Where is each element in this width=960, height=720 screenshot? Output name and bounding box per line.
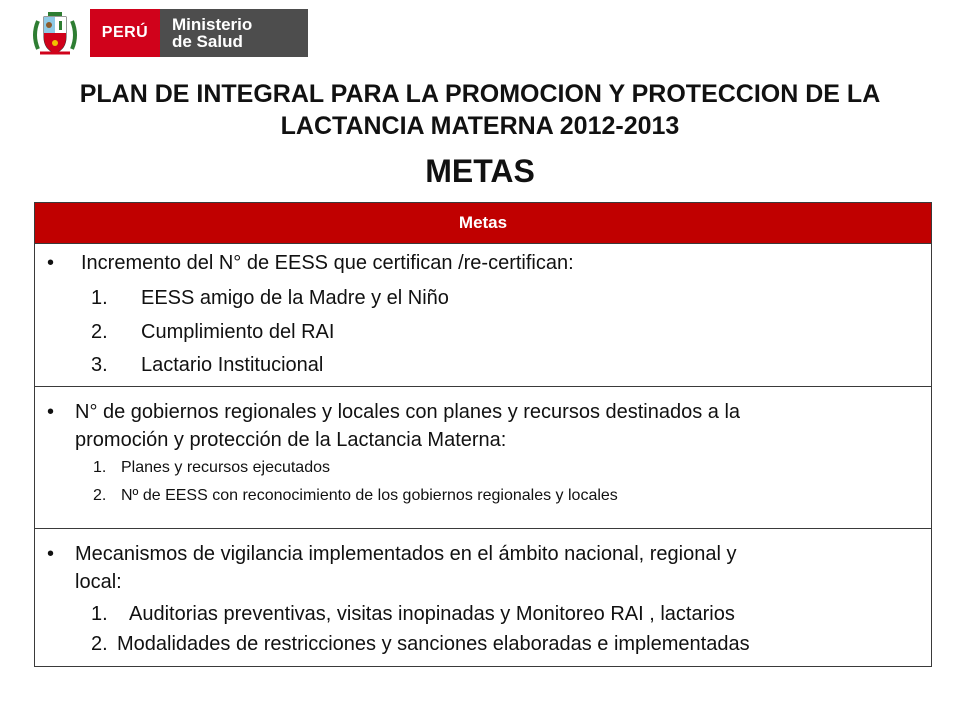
table-header: Metas xyxy=(35,203,931,244)
title-line-1: PLAN DE INTEGRAL PARA LA PROMOCION Y PROTECCION DE LA xyxy=(79,80,881,108)
ministry-name-line2: de Salud xyxy=(172,32,243,51)
list-number: 2. xyxy=(91,321,108,343)
ministry-label-box xyxy=(160,9,308,57)
list-number: 3. xyxy=(91,354,108,376)
list-number: 1. xyxy=(91,603,108,625)
page-subtitle: METAS xyxy=(425,153,535,189)
bullet-icon: • xyxy=(47,543,55,565)
list-item: Planes y recursos ejecutados xyxy=(121,459,330,476)
goal-text-line-1: N° de gobiernos regionales y locales con planes y recursos destinados a la xyxy=(75,401,741,423)
bullet-icon: • xyxy=(47,401,55,423)
list-number: 1. xyxy=(93,459,107,476)
list-item: Auditorias preventivas, visitas inopinadas y Monitoreo RAI , lactarios xyxy=(129,603,735,625)
title-line-2: LACTANCIA MATERNA 2012-2013 xyxy=(280,112,680,140)
list-item: EESS amigo de la Madre y el Niño xyxy=(141,287,449,309)
goal-text-line-1: Mecanismos de vigilancia implementados en el ámbito nacional, regional y xyxy=(75,543,737,565)
list-number: 2. xyxy=(93,487,107,504)
ministry-name-line1: Ministerio xyxy=(172,15,253,34)
list-item: Modalidades de restricciones y sanciones elaboradas e implementadas xyxy=(117,633,750,655)
list-item: Cumplimiento del RAI xyxy=(141,321,335,343)
goals-table xyxy=(34,202,932,667)
peru-label: PERÚ xyxy=(101,24,149,41)
ministry-logo xyxy=(28,8,310,58)
goal-text-line-2: promoción y protección de la Lactancia Materna: xyxy=(75,429,507,451)
bullet-icon: • xyxy=(47,252,55,274)
peru-coat-of-arms-icon xyxy=(28,9,82,57)
list-number: 2. xyxy=(91,633,108,655)
goal-text-line-2: local: xyxy=(75,571,122,593)
table-row xyxy=(35,387,931,529)
peru-label-box xyxy=(90,9,160,57)
goal-text: Incremento del N° de EESS que certifican /re-certifican: xyxy=(81,252,574,274)
list-number: 1. xyxy=(91,287,108,309)
list-item: Lactario Institucional xyxy=(141,354,324,376)
list-item: Nº de EESS con reconocimiento de los gobiernos regionales y locales xyxy=(121,487,618,504)
table-row xyxy=(35,529,931,666)
table-row xyxy=(35,244,931,387)
page-title xyxy=(40,78,920,142)
